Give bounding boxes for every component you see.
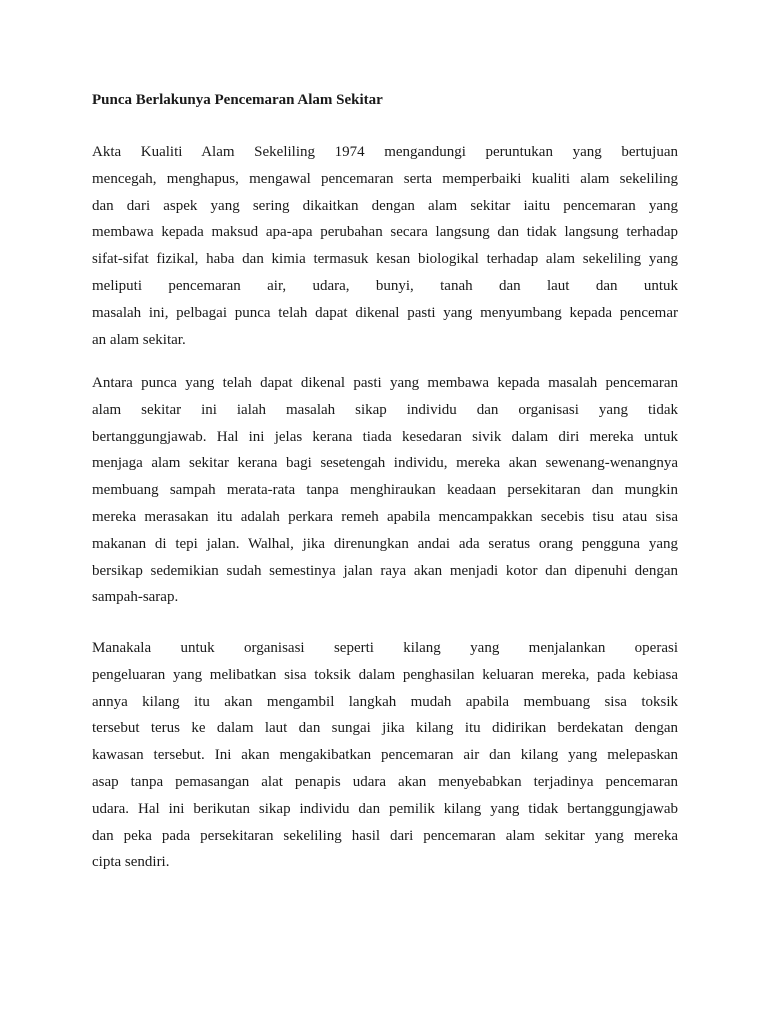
text-line: sampah-sarap.: [92, 589, 179, 606]
text-line: cipta sendiri.: [92, 854, 170, 871]
text-line: alam sekitar ini ialah masalah sikap individu dan organisasi yang tidak: [92, 401, 678, 418]
text-line: mencegah, menghapus, mengawal pencemaran serta memperbaiki kualiti alam sekeliling: [92, 170, 678, 187]
text-line: membawa kepada maksud apa-apa perubahan secara langsung dan tidak langsung terhadap: [92, 224, 678, 241]
text-line: sifat-sifat fizikal, haba dan kimia termasuk kesan biologikal terhadap alam sekeliling yang: [92, 251, 678, 268]
text-line: pengeluaran yang melibatkan sisa toksik dalam penghasilan keluaran mereka, pada kebiasa: [92, 666, 678, 683]
text-line: udara. Hal ini berikutan sikap individu dan pemilik kilang yang tidak bertanggungjawab: [92, 800, 678, 817]
text-line: bertanggungjawab. Hal ini jelas kerana tiada kesedaran sivik dalam diri mereka untuk: [92, 428, 678, 445]
text-line: tersebut terus ke dalam laut dan sungai jika kilang itu didirikan berdekatan dengan: [92, 720, 678, 737]
text-line: Manakala untuk organisasi seperti kilang yang menjalankan operasi: [92, 640, 678, 656]
paragraph-2: [92, 370, 678, 611]
paragraph-3: [92, 635, 678, 876]
text-line: bersikap sedemikian sudah semestinya jalan raya akan menjadi kotor dan dipenuhi dengan: [92, 562, 678, 579]
text-line: dan dari aspek yang sering dikaitkan dengan alam sekitar iaitu pencemaran yang: [92, 197, 678, 214]
text-line: dan peka pada persekitaran sekeliling hasil dari pencemaran alam sekitar yang mereka: [92, 827, 678, 844]
text-line: mereka merasakan itu adalah perkara remeh apabila mencampakkan secebis tisu atau sisa: [92, 508, 678, 525]
text-line: menjaga alam sekitar kerana bagi sesetengah individu, mereka akan sewenang-wenangnya: [92, 455, 678, 472]
text-line: asap tanpa pemasangan alat penapis udara akan menyebabkan terjadinya pencemaran: [92, 773, 678, 790]
text-line: Akta Kualiti Alam Sekeliling 1974 mengandungi peruntukan yang bertujuan: [92, 144, 678, 160]
text-line: makanan di tepi jalan. Walhal, jika direnungkan andai ada seratus orang pengguna yang: [92, 535, 678, 552]
text-line: an alam sekitar.: [92, 331, 186, 348]
text-line: meliputi pencemaran air, udara, bunyi, tanah dan laut dan untuk: [92, 277, 678, 294]
text-line: annya kilang itu akan mengambil langkah mudah apabila membuang sisa toksik: [92, 693, 678, 710]
paragraph-1: [92, 139, 678, 353]
text-line: Antara punca yang telah dapat dikenal pasti yang membawa kepada masalah pencemaran: [92, 375, 678, 391]
text-line: kawasan tersebut. Ini akan mengakibatkan pencemaran air dan kilang yang melepaskan: [92, 747, 678, 764]
document-title: Punca Berlakunya Pencemaran Alam Sekitar: [92, 92, 383, 108]
text-line: membuang sampah merata-rata tanpa menghiraukan keadaan persekitaran dan mungkin: [92, 482, 678, 499]
text-line: masalah ini, pelbagai punca telah dapat dikenal pasti yang menyumbang kepada pencemar: [92, 304, 678, 321]
